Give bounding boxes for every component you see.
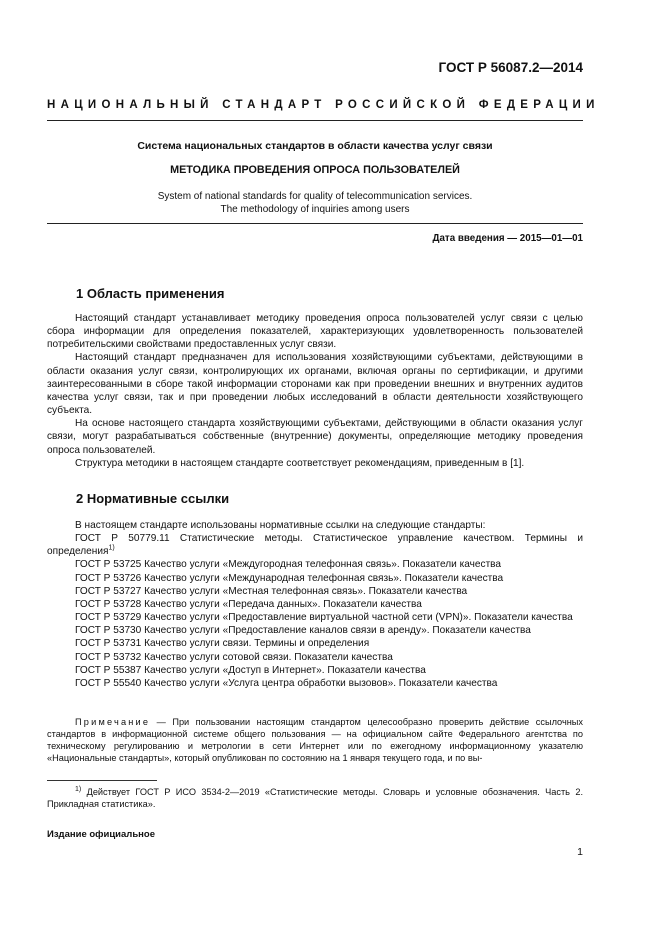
reference-item: ГОСТ Р 53725 Качество услуги «Междугородная телефонная связь». Показатели качества: [75, 559, 502, 571]
paragraph: На основе настоящего стандарта хозяйствующими субъектами, действующими в области оказания услуг связи, могут разрабатываться собственные (внутренние) документы, определяющие методику проведения опроса пользователей.: [47, 418, 583, 456]
english-title-line-1: System of national standards for quality of telecommunication services.: [157, 191, 473, 202]
page-number: 1: [577, 846, 583, 858]
normative-references: [47, 519, 583, 690]
note-block: [47, 716, 583, 764]
reference-item: ГОСТ Р 53730 Качество услуги «Предоставление каналов связи в аренду». Показатели качества: [75, 625, 531, 637]
reference-item: ГОСТ Р 53729 Качество услуги «Предоставление виртуальной частной сети (VPN)». Показатели качества: [75, 612, 573, 624]
reference-item: ГОСТ Р 53728 Качество услуги «Передача данных». Показатели качества: [75, 598, 422, 610]
document-code: ГОСТ Р 56087.2—2014: [438, 60, 583, 75]
footnote-rule: [47, 780, 157, 781]
section-2-heading: 2 Нормативные ссылки: [76, 491, 230, 506]
header-rule-bottom: [47, 223, 583, 224]
section-1-body: [47, 312, 583, 470]
reference-item: ГОСТ Р 50779.11 Статистические методы. Статистическое управление качеством. Термины и определения$^{1)}$: [47, 533, 583, 558]
paragraph: Настоящий стандарт предназначен для использования хозяйствующими субъектами, действующими в области оказания услуг связи, контролирующих их органами, включая органы по сертификации, и другими заинтересованными в сборе такой информации сторонами как при проведении внешних и внутренних аудитов качества услуг связи, так и при проведении любых исследований в области деятельности хозяйствующего субъекта.: [47, 352, 583, 417]
english-title-line-2: The methodology of inquiries among users: [220, 204, 410, 215]
footnote-marker: 1): [108, 544, 115, 552]
references-intro: В настоящем стандарте использованы нормативные ссылки на следующие стандарты:: [75, 520, 486, 531]
english-title: [47, 190, 583, 216]
reference-item: ГОСТ Р 55387 Качество услуги «Доступ в Интернет». Показатели качества: [75, 664, 426, 676]
introduction-date: Дата введения — 2015—01—01: [432, 233, 583, 244]
reference-item: ГОСТ Р 53726 Качество услуги «Международная телефонная связь». Показатели качества: [75, 572, 504, 584]
section-1-heading: 1 Область применения: [76, 286, 225, 301]
header-rule-top: [47, 120, 583, 121]
national-standard-title: НАЦИОНАЛЬНЫЙ СТАНДАРТ РОССИЙСКОЙ ФЕДЕРАЦИИ: [47, 99, 600, 111]
footnote: [47, 786, 583, 810]
edition-label: Издание официальное: [47, 829, 155, 840]
reference-item: ГОСТ Р 53727 Качество услуги «Местная телефонная связь». Показатели качества: [75, 585, 468, 597]
reference-item: ГОСТ Р 53731 Качество услуги связи. Термины и определения: [75, 638, 370, 650]
footnote-text: Действует ГОСТ Р ИСО 3534-2—2019 «Статистические методы. Словарь и условные обозначения. Часть 2. Прикладная статистика».: [47, 787, 583, 810]
footnote-number: 1): [75, 785, 82, 793]
reference-item: ГОСТ Р 55540 Качество услуги «Услуга центра обработки вызовов». Показатели качества: [75, 677, 498, 689]
paragraph: Настоящий стандарт устанавливает методику проведения опроса пользователей услуг связи с целью сбора информации для определения показателей, характеризующих удовлетворенность пользователей потребительскими свойствами предоставленных услуг связи.: [47, 313, 583, 351]
note-text: — При пользовании настоящим стандартом целесообразно проверить действие ссылочных стандартов в информационной системе общего пользования — на официальном сайте Федерального агентства по техническому регулированию и метрологии в сети Интернет или по ежегодному информационному указателю «Национальные стандарты», который опубликован по состоянию на 1 января текущего года, и по вы-: [47, 717, 583, 764]
system-title: Система национальных стандартов в области качества услуг связи: [137, 140, 493, 152]
paragraph: Структура методики в настоящем стандарте соответствует рекомендациям, приведенным в [1].: [75, 457, 525, 469]
method-title: МЕТОДИКА ПРОВЕДЕНИЯ ОПРОСА ПОЛЬЗОВАТЕЛЕЙ: [170, 164, 460, 176]
reference-item: ГОСТ Р 53732 Качество услуги сотовой связи. Показатели качества: [75, 651, 393, 663]
note-label: Примечание: [75, 717, 151, 727]
